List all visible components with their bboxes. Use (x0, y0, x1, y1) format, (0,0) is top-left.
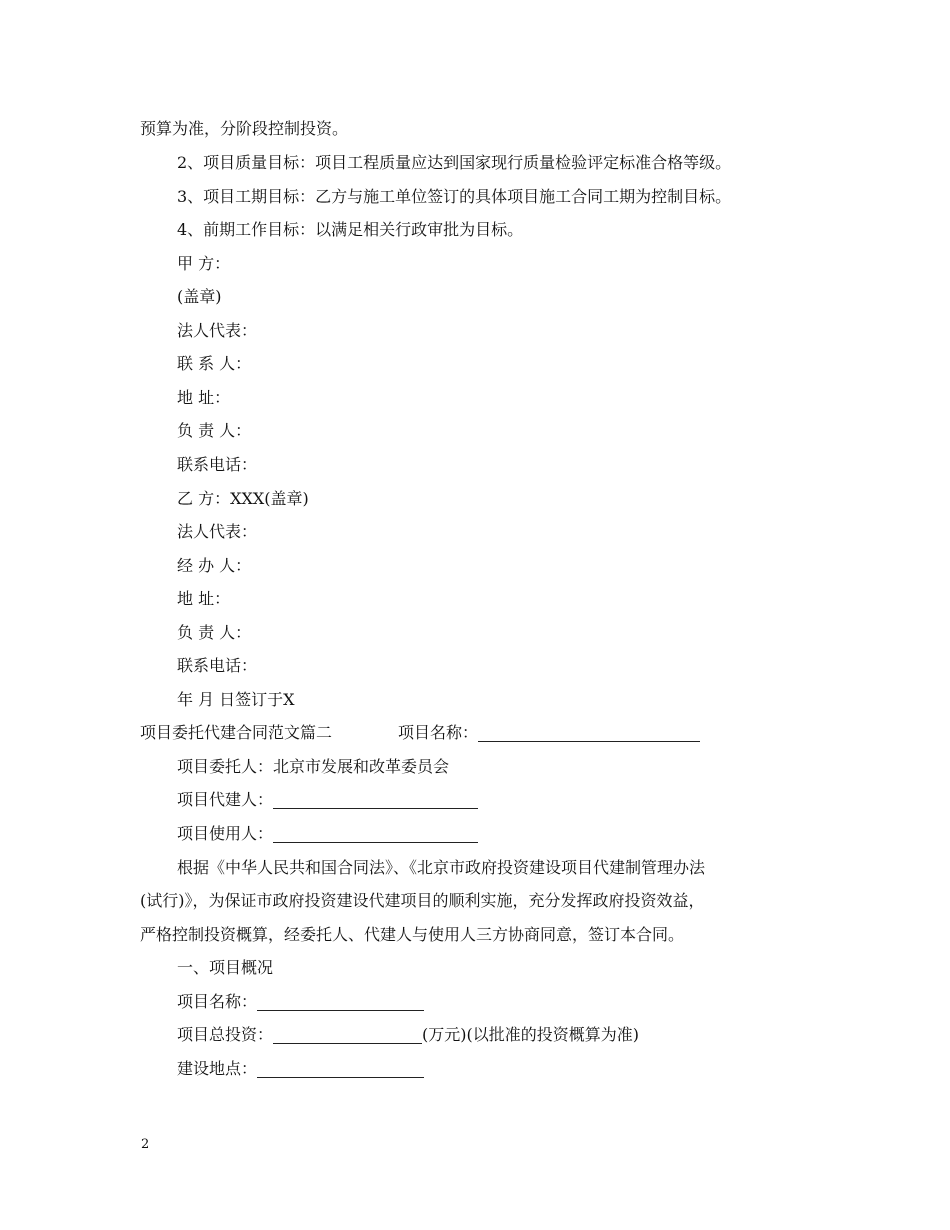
investment-line (177, 1018, 857, 1052)
site-label: 建设地点： (177, 1059, 258, 1078)
second-heading-line (140, 716, 820, 750)
agent-label: 项目代建人： (177, 790, 274, 809)
name-line (177, 985, 857, 1019)
party-b-label: 乙 方：XXX(盖章) (177, 489, 309, 508)
investment-label: 项目总投资： (177, 1025, 274, 1044)
name-label: 项目名称： (177, 992, 258, 1011)
legal-rep-label: 法人代表： (177, 321, 258, 340)
site-blank (257, 1059, 424, 1078)
user-label: 项目使用人： (177, 824, 274, 843)
sign-date-line: 年 月 日签订于X (177, 690, 295, 709)
person-in-charge-label: 负 责 人： (177, 623, 252, 642)
handler-label: 经 办 人： (177, 556, 252, 575)
paragraph-line: 严格控制投资概算，经委托人、代建人与使用人三方协商同意，签订本合同。 (140, 925, 685, 944)
phone-label: 联系电话： (177, 455, 258, 474)
paragraph-line: 根据《中华人民共和国合同法》、《北京市政府投资建设项目代建制管理办法 (177, 858, 706, 877)
page-number: 2 (141, 1137, 150, 1152)
user-line (177, 817, 857, 851)
party-a-label: 甲 方： (177, 254, 231, 273)
paragraph-line: (试行)》，为保证市政府投资建设代建项目的顺利实施，充分发挥政府投资效益， (140, 891, 705, 910)
investment-suffix: (万元)(以批准的投资概算为准) (422, 1025, 639, 1044)
user-blank (273, 824, 478, 843)
text-line: 预算为准，分阶段控制投资。 (140, 119, 349, 138)
section-heading: 项目委托代建合同范文篇二 (140, 723, 333, 742)
name-blank (257, 992, 424, 1011)
project-name-blank (478, 723, 700, 742)
investment-blank (273, 1025, 422, 1044)
contact-person-label: 联 系 人： (177, 354, 252, 373)
section-title: 一、项目概况 (177, 958, 274, 977)
text-line: 2、项目质量目标：项目工程质量应达到国家现行质量检验评定标准合格等级。 (177, 153, 732, 172)
person-in-charge-label: 负 责 人： (177, 421, 252, 440)
project-name-label: 项目名称： (398, 723, 479, 742)
entrust-line: 项目委托人：北京市发展和改革委员会 (177, 757, 450, 776)
site-line (177, 1052, 857, 1086)
legal-rep-label: 法人代表： (177, 522, 258, 541)
address-label: 地 址： (177, 589, 231, 608)
agent-line (177, 783, 857, 817)
seal-label: (盖章) (177, 287, 222, 306)
text-line: 3、项目工期目标：乙方与施工单位签订的具体项目施工合同工期为控制目标。 (177, 187, 732, 206)
text-line: 4、前期工作目标：以满足相关行政审批为目标。 (177, 220, 524, 239)
agent-blank (273, 790, 478, 809)
address-label: 地 址： (177, 388, 231, 407)
phone-label: 联系电话： (177, 656, 258, 675)
